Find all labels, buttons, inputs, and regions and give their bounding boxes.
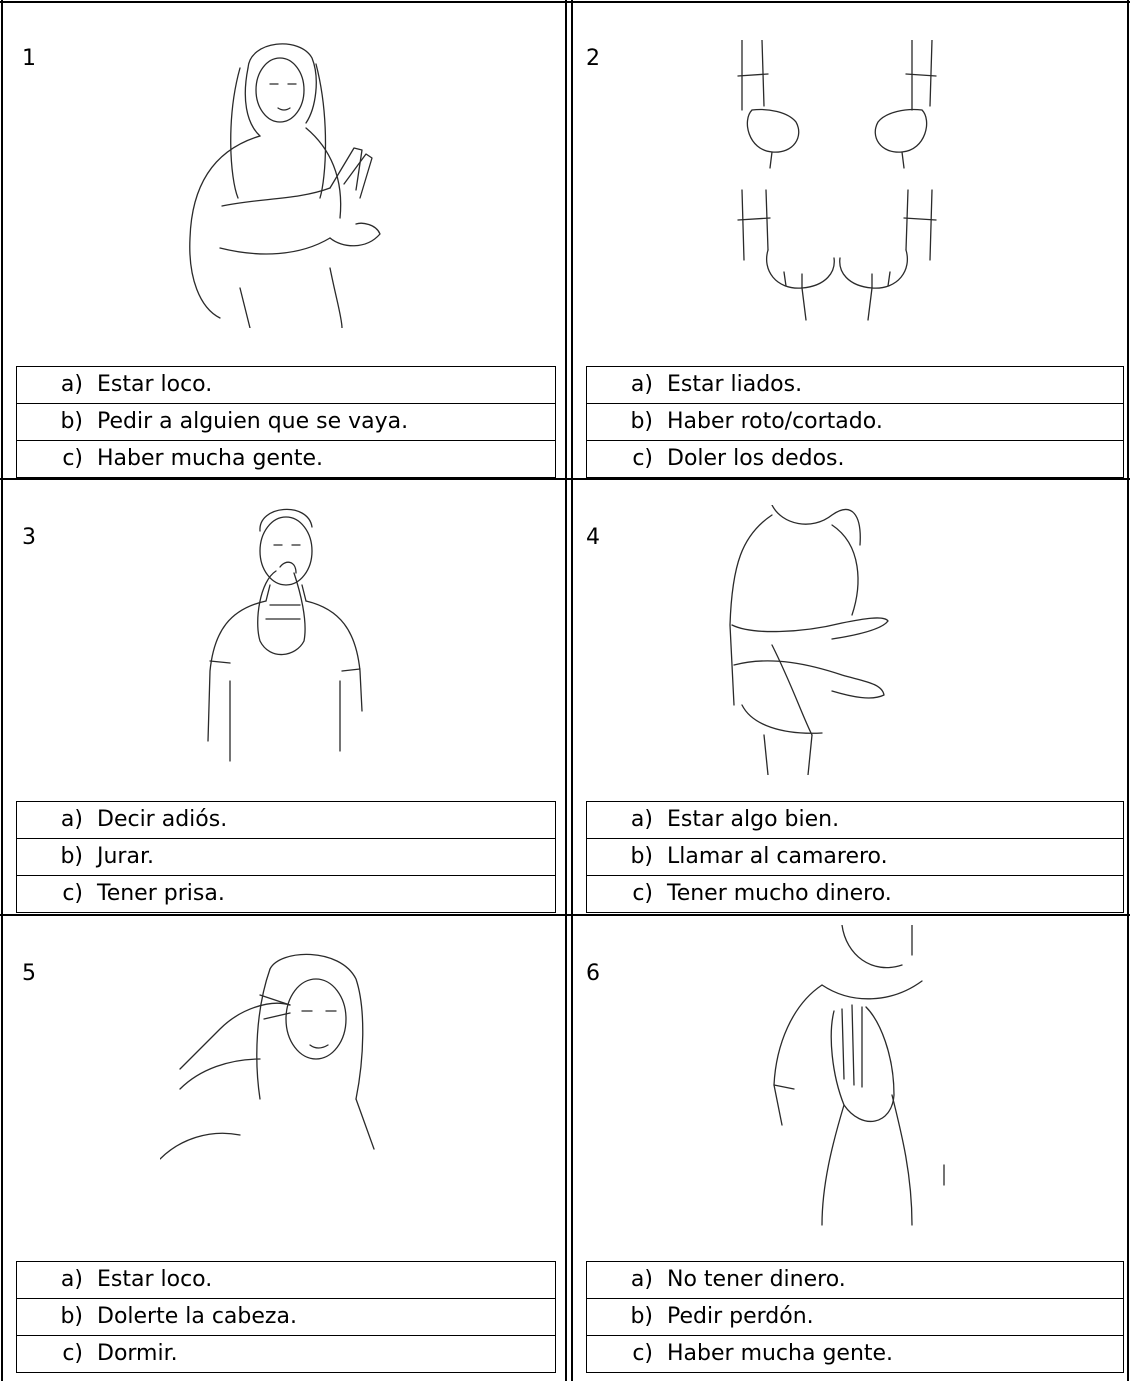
option-letter: b) [60, 844, 83, 869]
option-row-c[interactable] [17, 876, 556, 913]
option-letter: b) [60, 409, 83, 434]
option-letter: a) [60, 372, 83, 397]
exercise-cell-1 [0, 0, 566, 479]
option-row-b[interactable] [17, 839, 556, 876]
exercise-number: 2 [586, 46, 600, 71]
option-row-a[interactable] [17, 802, 556, 839]
option-letter: b) [630, 409, 653, 434]
option-row-c[interactable] [17, 1336, 556, 1373]
options-table [586, 366, 1124, 478]
option-row-a[interactable] [17, 1262, 556, 1299]
exercise-cell-2 [572, 0, 1130, 479]
option-letter: a) [630, 1267, 653, 1292]
option-row-b[interactable] [17, 404, 556, 441]
exercise-number: 6 [586, 961, 600, 986]
option-row-b[interactable] [587, 839, 1124, 876]
hand-on-chest-sign-drawing [762, 925, 952, 1245]
option-text: Estar algo bien. [667, 807, 840, 832]
option-row-b[interactable] [587, 404, 1124, 441]
options-table [586, 1261, 1124, 1373]
option-letter: c) [632, 446, 653, 471]
option-row-b[interactable] [17, 1299, 556, 1336]
exercise-cell-4 [572, 479, 1130, 915]
option-text: Doler los dedos. [667, 446, 845, 471]
option-letter: c) [62, 1341, 83, 1366]
woman-finger-temple-sign-drawing [160, 949, 410, 1169]
option-letter: a) [630, 372, 653, 397]
option-letter: a) [630, 807, 653, 832]
option-text: Haber mucha gente. [97, 446, 324, 471]
option-row-a[interactable] [17, 367, 556, 404]
exercise-cell-6 [572, 915, 1130, 1381]
option-row-a[interactable] [587, 802, 1124, 839]
option-text: Pedir perdón. [667, 1304, 814, 1329]
option-row-a[interactable] [587, 1262, 1124, 1299]
option-row-c[interactable] [17, 441, 556, 478]
option-row-c[interactable] [587, 441, 1124, 478]
option-row-c[interactable] [587, 876, 1124, 913]
option-text: Dolerte la cabeza. [97, 1304, 297, 1329]
man-thumb-mouth-sign-drawing [200, 501, 370, 771]
option-letter: b) [630, 844, 653, 869]
exercise-number: 4 [586, 525, 600, 550]
option-letter: a) [60, 807, 83, 832]
option-text: Llamar al camarero. [667, 844, 888, 869]
options-table [16, 801, 556, 913]
fists-hands-sign-drawing [722, 40, 952, 330]
exercise-number: 3 [22, 525, 36, 550]
exercise-number: 5 [22, 961, 36, 986]
option-text: Haber mucha gente. [667, 1341, 894, 1366]
exercise-number: 1 [22, 46, 36, 71]
option-letter: c) [62, 881, 83, 906]
option-letter: b) [60, 1304, 83, 1329]
option-text: Dormir. [97, 1341, 178, 1366]
option-text: Pedir a alguien que se vaya. [97, 409, 409, 434]
option-row-c[interactable] [587, 1336, 1124, 1373]
options-table [16, 1261, 556, 1373]
option-text: Tener mucho dinero. [667, 881, 892, 906]
option-text: Estar liados. [667, 372, 803, 397]
option-letter: b) [630, 1304, 653, 1329]
exercise-cell-5 [0, 915, 566, 1381]
option-letter: c) [62, 446, 83, 471]
option-text: Estar loco. [97, 372, 213, 397]
options-table [16, 366, 556, 478]
option-row-b[interactable] [587, 1299, 1124, 1336]
option-text: Decir adiós. [97, 807, 228, 832]
woman-hand-sign-drawing [130, 28, 420, 328]
exercise-cell-3 [0, 479, 566, 915]
option-letter: c) [632, 881, 653, 906]
option-text: Estar loco. [97, 1267, 213, 1292]
options-table [586, 801, 1124, 913]
option-text: Haber roto/cortado. [667, 409, 883, 434]
option-text: Tener prisa. [97, 881, 225, 906]
option-text: Jurar. [97, 844, 154, 869]
option-letter: c) [632, 1341, 653, 1366]
option-row-a[interactable] [587, 367, 1124, 404]
torso-hands-sign-drawing [712, 505, 912, 775]
option-letter: a) [60, 1267, 83, 1292]
option-text: No tener dinero. [667, 1267, 846, 1292]
